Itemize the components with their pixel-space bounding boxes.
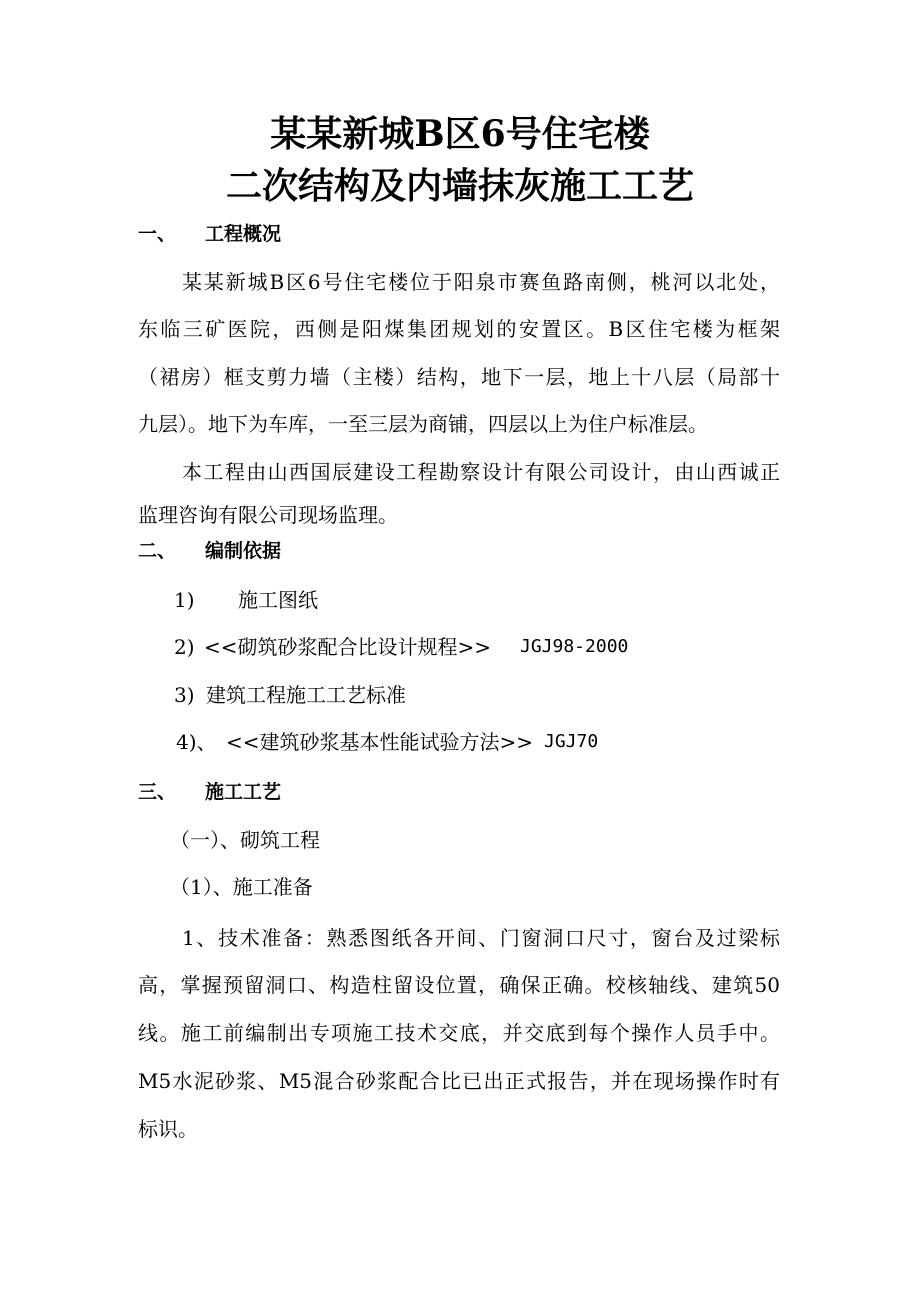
- reference-item-4-code: JGJ70: [544, 731, 599, 752]
- section1-title: 工程概况: [205, 223, 282, 245]
- section2-number: 二、: [138, 540, 177, 562]
- subsection-masonry: （一）、砌筑工程: [170, 828, 320, 852]
- reference-item-4-text: <<建筑砂浆基本性能试验方法>>: [226, 730, 534, 754]
- reference-item-2-number: 2): [174, 635, 195, 659]
- section3-title: 施工工艺: [205, 781, 282, 803]
- section3-para-line5: 标识。: [138, 1117, 198, 1141]
- section1-para1-line2: 东临三矿医院，西侧是阳煤集团规划的安置区。B区住宅楼为框架: [138, 317, 780, 341]
- document-title-line1: 某某新城B区6号住宅楼: [270, 113, 650, 155]
- section3-number: 三、: [138, 781, 177, 803]
- section1-para1-line1: 某某新城B区6号住宅楼位于阳泉市赛鱼路南侧，桃河以北处，: [182, 270, 780, 294]
- section1-para1-line4: 九层）。地下为车库，一至三层为商铺，四层以上为住户标准层。: [138, 412, 708, 436]
- section2-heading: [0, 536, 920, 566]
- reference-item-4-number: 4)、: [176, 730, 217, 754]
- reference-item-3-text: 建筑工程施工工艺标准: [206, 683, 406, 707]
- reference-item-2-text: <<砌筑砂浆配合比设计规程>>: [204, 635, 492, 659]
- reference-item-1-text: 施工图纸: [238, 588, 318, 612]
- section3-para-line2: 高，掌握预留洞口、构造柱留设位置，确保正确。校核轴线、建筑50: [138, 973, 780, 997]
- section3-para-line3: 线。施工前编制出专项施工技术交底，并交底到每个操作人员手中。: [138, 1021, 780, 1045]
- section3-heading: [0, 777, 920, 807]
- reference-item-1-number: 1): [174, 588, 195, 612]
- reference-item-2-code: JGJ98-2000: [520, 636, 629, 657]
- reference-item-3-number: 3): [174, 683, 195, 707]
- reference-item-4: [176, 727, 599, 757]
- section1-para2-line1: 本工程由山西国辰建设工程勘察设计有限公司设计，由山西诚正: [182, 460, 780, 484]
- document-title-line2: 二次结构及内墙抹灰施工工艺: [225, 165, 694, 207]
- section2-title: 编制依据: [205, 540, 282, 562]
- reference-item-3: [174, 680, 406, 710]
- section1-para1-line3: （裙房）框支剪力墙（主楼）结构，地下一层，地上十八层（局部十: [138, 365, 780, 389]
- reference-item-2: [174, 632, 629, 662]
- section1-para2-line2: 监理咨询有限公司现场监理。: [138, 503, 398, 527]
- section3-para-line1: 1、技术准备：熟悉图纸各开间、门窗洞口尺寸，窗台及过梁标: [182, 926, 780, 950]
- section1-heading: [0, 219, 920, 249]
- section3-para-line4: M5水泥砂浆、M5混合砂浆配合比已出正式报告，并在现场操作时有: [138, 1069, 780, 1093]
- reference-item-1: [174, 585, 318, 615]
- section1-number: 一、: [138, 223, 177, 245]
- subsection-preparation: （1）、施工准备: [170, 875, 313, 899]
